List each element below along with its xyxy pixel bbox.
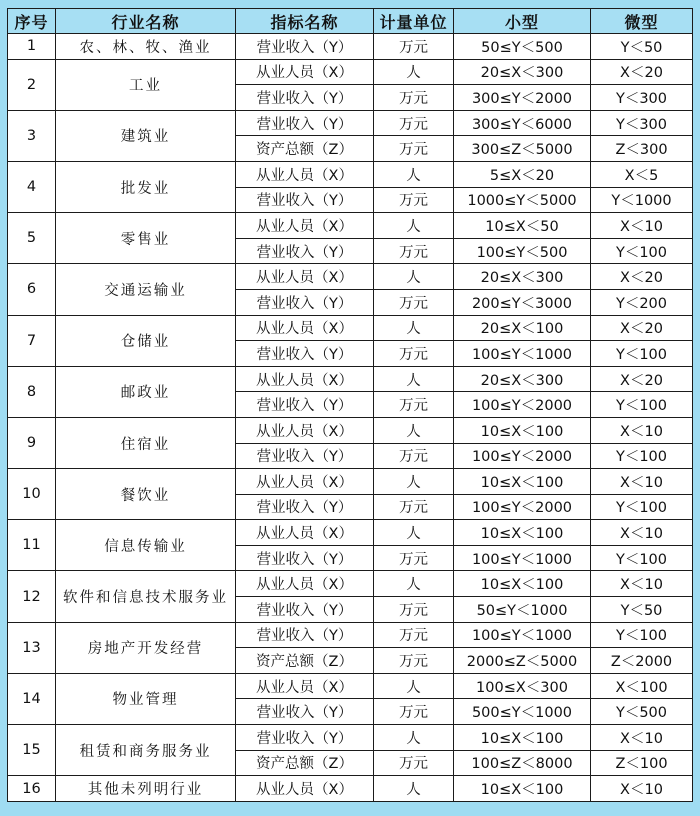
micro-threshold-cell: Y＜50 [591,597,693,623]
micro-threshold-cell: Y＜100 [591,494,693,520]
unit-cell: 万元 [374,494,454,520]
micro-threshold-cell: X＜10 [591,520,693,546]
indicator-cell: 营业收入（Y） [236,597,374,623]
seq-cell: 15 [8,725,56,776]
table-row [8,59,693,85]
header-row [8,9,693,34]
micro-threshold-cell: X＜10 [591,725,693,751]
indicator-cell: 从业人员（X） [236,673,374,699]
small-threshold-cell: 10≤X＜100 [454,469,591,495]
seq-cell: 5 [8,213,56,264]
indicator-cell: 营业收入（Y） [236,85,374,111]
small-threshold-cell: 100≤Y＜1000 [454,545,591,571]
micro-threshold-cell: Y＜50 [591,34,693,60]
seq-cell: 14 [8,673,56,724]
small-threshold-cell: 100≤X＜300 [454,673,591,699]
seq-cell: 4 [8,161,56,212]
industry-cell: 零售业 [56,213,236,264]
industry-cell: 信息传输业 [56,520,236,571]
micro-threshold-cell: Y＜100 [591,341,693,367]
unit-cell: 万元 [374,85,454,111]
unit-cell: 人 [374,520,454,546]
table-body [8,34,693,802]
micro-threshold-cell: Z＜100 [591,750,693,776]
small-threshold-cell: 100≤Y＜1000 [454,341,591,367]
micro-threshold-cell: Z＜2000 [591,648,693,674]
micro-threshold-cell: X＜10 [591,213,693,239]
small-threshold-cell: 10≤X＜100 [454,520,591,546]
header-unit: 计量单位 [374,9,454,34]
unit-cell: 人 [374,469,454,495]
small-threshold-cell: 100≤Y＜2000 [454,392,591,418]
table-row [8,520,693,546]
table-row [8,366,693,392]
indicator-cell: 从业人员（X） [236,264,374,290]
indicator-cell: 营业收入（Y） [236,392,374,418]
indicator-cell: 从业人员（X） [236,776,374,802]
micro-threshold-cell: X＜10 [591,417,693,443]
unit-cell: 万元 [374,34,454,60]
indicator-cell: 从业人员（X） [236,213,374,239]
indicator-cell: 资产总额（Z） [236,136,374,162]
small-threshold-cell: 300≤Z＜5000 [454,136,591,162]
micro-threshold-cell: Y＜100 [591,238,693,264]
unit-cell: 人 [374,213,454,239]
seq-cell: 9 [8,417,56,468]
micro-threshold-cell: X＜10 [591,776,693,802]
header-indicator: 指标名称 [236,9,374,34]
table-row [8,213,693,239]
small-threshold-cell: 100≤Y＜2000 [454,494,591,520]
micro-threshold-cell: Z＜300 [591,136,693,162]
unit-cell: 万元 [374,136,454,162]
seq-cell: 11 [8,520,56,571]
micro-threshold-cell: X＜20 [591,366,693,392]
indicator-cell: 营业收入（Y） [236,34,374,60]
seq-cell: 8 [8,366,56,417]
unit-cell: 万元 [374,545,454,571]
industry-cell: 软件和信息技术服务业 [56,571,236,622]
indicator-cell: 从业人员（X） [236,366,374,392]
indicator-cell: 资产总额（Z） [236,648,374,674]
small-threshold-cell: 10≤X＜100 [454,725,591,751]
unit-cell: 人 [374,161,454,187]
micro-threshold-cell: Y＜100 [591,622,693,648]
micro-threshold-cell: X＜20 [591,59,693,85]
header-small: 小型 [454,9,591,34]
indicator-cell: 营业收入（Y） [236,443,374,469]
micro-threshold-cell: X＜20 [591,315,693,341]
table-row [8,673,693,699]
small-threshold-cell: 5≤X＜20 [454,161,591,187]
small-threshold-cell: 2000≤Z＜5000 [454,648,591,674]
industry-cell: 建筑业 [56,110,236,161]
table-row [8,110,693,136]
small-threshold-cell: 100≤Y＜1000 [454,622,591,648]
indicator-cell: 营业收入（Y） [236,238,374,264]
unit-cell: 万元 [374,289,454,315]
table-row [8,622,693,648]
unit-cell: 人 [374,776,454,802]
indicator-cell: 营业收入（Y） [236,545,374,571]
unit-cell: 万元 [374,699,454,725]
unit-cell: 万元 [374,648,454,674]
small-threshold-cell: 300≤Y＜2000 [454,85,591,111]
indicator-cell: 营业收入（Y） [236,110,374,136]
indicator-cell: 营业收入（Y） [236,187,374,213]
table-row [8,725,693,751]
small-threshold-cell: 10≤X＜100 [454,571,591,597]
micro-threshold-cell: Y＜100 [591,392,693,418]
industry-cell: 住宿业 [56,417,236,468]
indicator-cell: 营业收入（Y） [236,699,374,725]
indicator-cell: 营业收入（Y） [236,725,374,751]
table-row [8,315,693,341]
table-row [8,776,693,802]
indicator-cell: 从业人员（X） [236,571,374,597]
seq-cell: 16 [8,776,56,802]
small-threshold-cell: 500≤Y＜1000 [454,699,591,725]
unit-cell: 万元 [374,238,454,264]
indicator-cell: 从业人员（X） [236,417,374,443]
unit-cell: 人 [374,725,454,751]
indicator-cell: 营业收入（Y） [236,289,374,315]
table-row [8,571,693,597]
indicator-cell: 从业人员（X） [236,315,374,341]
seq-cell: 13 [8,622,56,673]
unit-cell: 人 [374,366,454,392]
unit-cell: 人 [374,673,454,699]
table-row [8,161,693,187]
industry-cell: 交通运输业 [56,264,236,315]
micro-threshold-cell: Y＜100 [591,545,693,571]
micro-threshold-cell: Y＜300 [591,110,693,136]
small-threshold-cell: 1000≤Y＜5000 [454,187,591,213]
small-threshold-cell: 100≤Z＜8000 [454,750,591,776]
industry-cell: 邮政业 [56,366,236,417]
unit-cell: 人 [374,59,454,85]
unit-cell: 万元 [374,392,454,418]
seq-cell: 1 [8,34,56,60]
micro-threshold-cell: X＜10 [591,571,693,597]
small-threshold-cell: 300≤Y＜6000 [454,110,591,136]
micro-threshold-cell: Y＜300 [591,85,693,111]
table-row [8,417,693,443]
micro-threshold-cell: X＜20 [591,264,693,290]
unit-cell: 万元 [374,622,454,648]
indicator-cell: 从业人员（X） [236,59,374,85]
header-industry: 行业名称 [56,9,236,34]
industry-cell: 批发业 [56,161,236,212]
unit-cell: 人 [374,571,454,597]
small-threshold-cell: 200≤Y＜3000 [454,289,591,315]
small-threshold-cell: 100≤Y＜500 [454,238,591,264]
unit-cell: 万元 [374,110,454,136]
small-threshold-cell: 10≤X＜100 [454,776,591,802]
seq-cell: 7 [8,315,56,366]
micro-threshold-cell: X＜5 [591,161,693,187]
sme-classification-table [7,8,693,802]
industry-cell: 工业 [56,59,236,110]
industry-cell: 物业管理 [56,673,236,724]
micro-threshold-cell: Y＜100 [591,443,693,469]
header-seq: 序号 [8,9,56,34]
small-threshold-cell: 50≤Y＜1000 [454,597,591,623]
unit-cell: 人 [374,264,454,290]
micro-threshold-cell: Y＜200 [591,289,693,315]
unit-cell: 万元 [374,341,454,367]
unit-cell: 万元 [374,187,454,213]
micro-threshold-cell: Y＜500 [591,699,693,725]
unit-cell: 万元 [374,750,454,776]
seq-cell: 6 [8,264,56,315]
industry-cell: 其他未列明行业 [56,776,236,802]
industry-cell: 农、林、牧、渔业 [56,34,236,60]
indicator-cell: 营业收入（Y） [236,494,374,520]
indicator-cell: 资产总额（Z） [236,750,374,776]
indicator-cell: 从业人员（X） [236,469,374,495]
seq-cell: 10 [8,469,56,520]
seq-cell: 2 [8,59,56,110]
table-row [8,34,693,60]
table-row [8,264,693,290]
unit-cell: 人 [374,315,454,341]
micro-threshold-cell: X＜100 [591,673,693,699]
indicator-cell: 营业收入（Y） [236,622,374,648]
header-micro: 微型 [591,9,693,34]
small-threshold-cell: 100≤Y＜2000 [454,443,591,469]
seq-cell: 12 [8,571,56,622]
indicator-cell: 从业人员（X） [236,161,374,187]
small-threshold-cell: 10≤X＜100 [454,417,591,443]
unit-cell: 万元 [374,443,454,469]
industry-cell: 仓储业 [56,315,236,366]
small-threshold-cell: 20≤X＜100 [454,315,591,341]
small-threshold-cell: 20≤X＜300 [454,59,591,85]
indicator-cell: 营业收入（Y） [236,341,374,367]
industry-cell: 租赁和商务服务业 [56,725,236,776]
small-threshold-cell: 20≤X＜300 [454,264,591,290]
micro-threshold-cell: Y＜1000 [591,187,693,213]
micro-threshold-cell: X＜10 [591,469,693,495]
indicator-cell: 从业人员（X） [236,520,374,546]
table-row [8,469,693,495]
seq-cell: 3 [8,110,56,161]
small-threshold-cell: 20≤X＜300 [454,366,591,392]
unit-cell: 人 [374,417,454,443]
sme-classification-table-wrapper [7,8,692,802]
industry-cell: 房地产开发经营 [56,622,236,673]
small-threshold-cell: 10≤X＜50 [454,213,591,239]
unit-cell: 万元 [374,597,454,623]
small-threshold-cell: 50≤Y＜500 [454,34,591,60]
industry-cell: 餐饮业 [56,469,236,520]
